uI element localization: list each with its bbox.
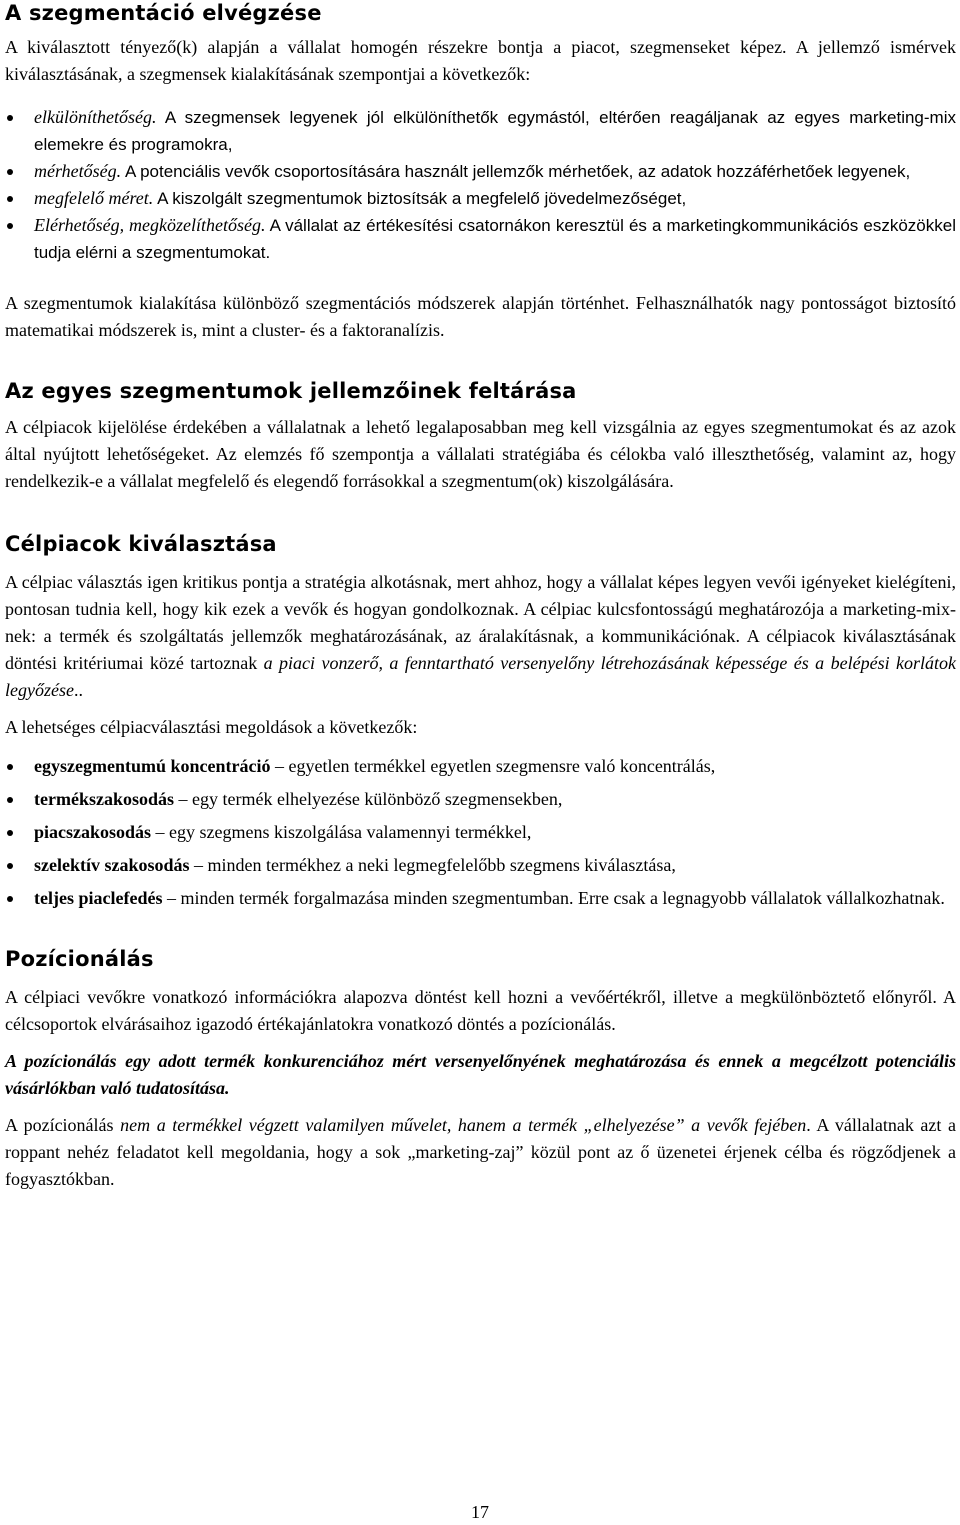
list-item — [5, 158, 956, 185]
section-heading-pozicionalas: Pozícionálás — [5, 947, 154, 971]
option-text: – minden termékhez a neki legmegfelelőbb szegmens kiválasztása, — [189, 855, 676, 875]
list-item — [5, 819, 956, 846]
page-number: 17 — [471, 1502, 489, 1522]
section-heading-celpiacok: Célpiacok kiválasztása — [5, 532, 277, 556]
option-term: szelektív szakosodás — [34, 855, 190, 875]
option-text: – minden termék forgalmazása minden szegmentumban. Erre csak a legnagyobb vállalatok vállalkozhatnak. — [162, 888, 945, 908]
list-item — [5, 185, 956, 212]
criterion-text: A vállalat az értékesítési csatornákon keresztül és a marketingkommunikációs eszközökkel tudja elérni a szegmentumokat. — [34, 216, 956, 262]
jellemzok-paragraph: A célpiacok kijelölése érdekében a vállalatnak a lehető legalaposabban meg kell vizsgálnia az egyes szegmentumokat és az azok által nyújtott lehetőségeket. Az elemzés fő szempontja a vállalati stratégiába és célokba való illeszthetőség, valamint az, hogy rendelkezik-e a vállalat megfelelő és elegendő forrásokkal a szegmentum(ok) kiszolgálására. — [5, 417, 956, 491]
options-intro: A lehetséges célpiacválasztási megoldások a következők: — [5, 717, 418, 737]
list-item — [5, 104, 956, 158]
criterion-text: A kiszolgált szegmentumok biztosítsák a megfelelő jövedelmezőséget, — [153, 189, 687, 208]
criterion-text: A szegmensek legyenek jól elkülöníthetők egymástól, eltérően reagáljanak az egyes marketing-mix elemekre és programokra, — [34, 108, 956, 154]
option-text: – egy szegmens kiszolgálása valamennyi termékkel, — [151, 822, 532, 842]
option-term: termékszakosodás — [34, 789, 174, 809]
decision-criteria-italic: a piaci vonzerő, a fenntartható versenyelőny létrehozásának képessége és a belépési korlátok legyőzése — [5, 653, 956, 700]
option-text: – egy termék elhelyezése különböző szegmensekben, — [174, 789, 563, 809]
list-item — [5, 852, 956, 879]
criterion-text: A potenciális vevők csoportosítására használt jellemzők mérhetőek, az adatok hozzáférhetőek legyenek, — [121, 162, 911, 181]
pozicionalas-italic: nem a termékkel végzett valamilyen művelet, hanem a termék „elhelyezése” a vevők fejében — [120, 1115, 807, 1135]
section-heading-szegmentacio: A szegmentáció elvégzése — [5, 1, 322, 25]
criterion-term: Elérhetőség, megközelíthetőség. — [34, 215, 266, 235]
list-item — [5, 885, 956, 912]
criterion-term: mérhetőség. — [34, 161, 122, 181]
criterion-term: elkülöníthetőség. — [34, 107, 157, 127]
pozicionalas-paragraph: A célpiaci vevőkre vonatkozó információkra alapozva döntést kell hozni a vevőértékről, illetve a megkülönböztető előnyről. A célcsoportok elvárásaihoz igazodó értékajánlatokra vonatkozó döntés a pozícionálás. — [5, 987, 956, 1034]
option-text: – egyetlen termékkel egyetlen szegmensre való koncentrálás, — [270, 756, 716, 776]
option-term: piacszakosodás — [34, 822, 152, 842]
segmentation-criteria-list — [5, 104, 956, 266]
option-term: egyszegmentumú koncentráció — [34, 756, 271, 776]
pozicionalas-explanation: A pozícionálás nem a termékkel végzett valamilyen művelet, hanem a termék „elhelyezése” a vevők fejében. A vállalatnak azt a roppant nehéz feladatot kell megoldania, hogy a sok „marketing-zaj” közül pont az ő üzenetei érjenek célba és rögződjenek a fogyasztókban. — [5, 1115, 956, 1189]
pozicionalas-definition: A pozícionálás egy adott termék konkurenciához mért versenyelőnyének meghatározása és ennek a megcélzott potenciális vásárlókban való tudatosítása. — [5, 1051, 956, 1098]
intro-paragraph: A kiválasztott tényező(k) alapján a vállalat homogén részekre bontja a piacot, szegmenseket képez. A jellemző ismérvek kiválasztásának, a szegmensek kialakításának szempontjai a következők: — [5, 37, 956, 84]
document-page — [5, 0, 956, 1193]
list-item — [5, 753, 956, 780]
criterion-term: megfelelő méret. — [34, 188, 154, 208]
section-heading-jellemzok: Az egyes szegmentumok jellemzőinek feltárása — [5, 379, 577, 403]
celpiac-paragraph: A célpiac választás igen kritikus pontja a stratégia alkotásnak, mert ahhoz, hogy a vállalat képes legyen vevői igényeket kielégíteni, pontosan tudnia kell, hogy kik ezek a vevők és hogyan gondolkoznak. A célpiac kulcsfontosságú meghatározója a marketing-mix-nek: a termék és szolgáltatás jellemzők meghatározásának, az áralakításnak, a kommunikációnak. A célpiacok kiválasztásának döntési kritériumai közé tartoznak a piaci vonzerő, a fenntartható versenyelőny létrehozásának képessége és a belépési korlátok legyőzése.. — [5, 572, 956, 700]
list-item — [5, 786, 956, 813]
list-item — [5, 212, 956, 266]
methods-paragraph: A szegmentumok kialakítása különböző szegmentációs módszerek alapján történhet. Felhasználhatók nagy pontosságot biztosító matematikai módszerek is, mint a cluster- és a faktoranalízis. — [5, 293, 956, 340]
option-term: teljes piaclefedés — [34, 888, 163, 908]
target-market-options-list — [5, 753, 956, 912]
